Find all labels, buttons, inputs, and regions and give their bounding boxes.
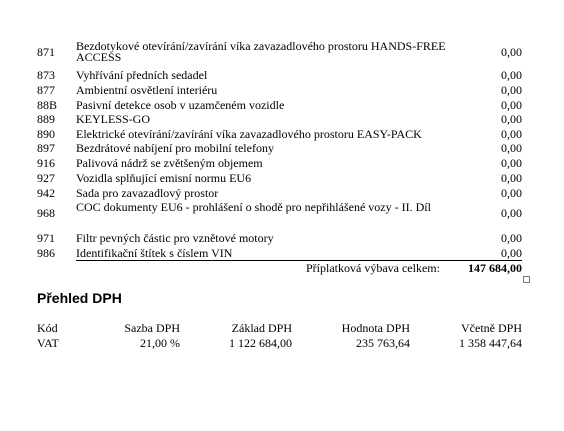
item-price: 0,00 <box>501 83 522 97</box>
vat-row-incl: 1 358 447,64 <box>459 336 522 350</box>
paragraph-marker-icon <box>523 276 530 283</box>
item-code: 927 <box>37 171 55 185</box>
item-code: 877 <box>37 83 55 97</box>
vat-header-incl: Včetně DPH <box>461 321 522 335</box>
vat-header-base: Základ DPH <box>231 321 292 335</box>
item-code: 942 <box>37 186 55 200</box>
table-bottom-rule <box>76 260 522 261</box>
item-description: Vozidla splňující emisní normu EU6 <box>76 171 252 185</box>
vat-header-rate: Sazba DPH <box>124 321 180 335</box>
item-description: Ambientní osvětlení interiéru <box>76 83 218 97</box>
item-description: Palivová nádrž se zvětšeným objemem <box>76 156 263 170</box>
vat-header-amount: Hodnota DPH <box>341 321 410 335</box>
item-code: 986 <box>37 246 55 260</box>
item-description: Pasivní detekce osob v uzamčeném vozidle <box>76 98 285 112</box>
vat-row-base: 1 122 684,00 <box>229 336 292 350</box>
vat-row-rate: 21,00 % <box>140 336 180 350</box>
item-price: 0,00 <box>501 171 522 185</box>
item-description: Bezdrátové nabíjení pro mobilní telefony <box>76 141 274 155</box>
item-price: 0,00 <box>501 112 522 126</box>
item-price: 0,00 <box>501 98 522 112</box>
options-total-label: Příplatková výbava celkem: <box>306 261 440 275</box>
vat-row-amount: 235 763,64 <box>356 336 410 350</box>
item-code: 968 <box>37 206 55 220</box>
item-description: KEYLESS-GO <box>76 112 150 126</box>
item-price: 0,00 <box>501 127 522 141</box>
item-description: COC dokumenty EU6 - prohlášení o shodě pro nepřihlášené vozy - II. Díl <box>76 200 431 214</box>
vat-row-code: VAT <box>37 336 59 350</box>
table-row <box>0 41 564 65</box>
item-price: 0,00 <box>501 141 522 155</box>
table-row <box>0 202 564 226</box>
item-code: 897 <box>37 141 55 155</box>
item-price: 0,00 <box>501 246 522 260</box>
item-code: 873 <box>37 68 55 82</box>
item-price: 0,00 <box>501 68 522 82</box>
vat-overview-heading: Přehled DPH <box>37 290 122 306</box>
item-code: 871 <box>37 45 55 59</box>
item-code: 971 <box>37 231 55 245</box>
options-total-value: 147 684,00 <box>468 261 522 275</box>
vat-header-code: Kód <box>37 321 58 335</box>
item-price: 0,00 <box>501 45 522 59</box>
item-description: Bezdotykové otevírání/zavírání víka zavazadlového prostoru HANDS-FREE ACCESS <box>76 39 446 64</box>
item-price: 0,00 <box>501 206 522 220</box>
item-code: 88B <box>37 98 58 112</box>
item-description: Vyhřívání předních sedadel <box>76 68 208 82</box>
item-price: 0,00 <box>501 186 522 200</box>
item-price: 0,00 <box>501 156 522 170</box>
item-code: 916 <box>37 156 55 170</box>
item-description: Identifikační štítek s číslem VIN <box>76 246 233 260</box>
item-price: 0,00 <box>501 231 522 245</box>
item-code: 890 <box>37 127 55 141</box>
item-code: 889 <box>37 112 55 126</box>
item-description: Filtr pevných částic pro vznětové motory <box>76 231 274 245</box>
item-description: Elektrické otevírání/zavírání víka zavazadlového prostoru EASY-PACK <box>76 127 422 141</box>
item-description: Sada pro zavazadlový prostor <box>76 186 219 200</box>
